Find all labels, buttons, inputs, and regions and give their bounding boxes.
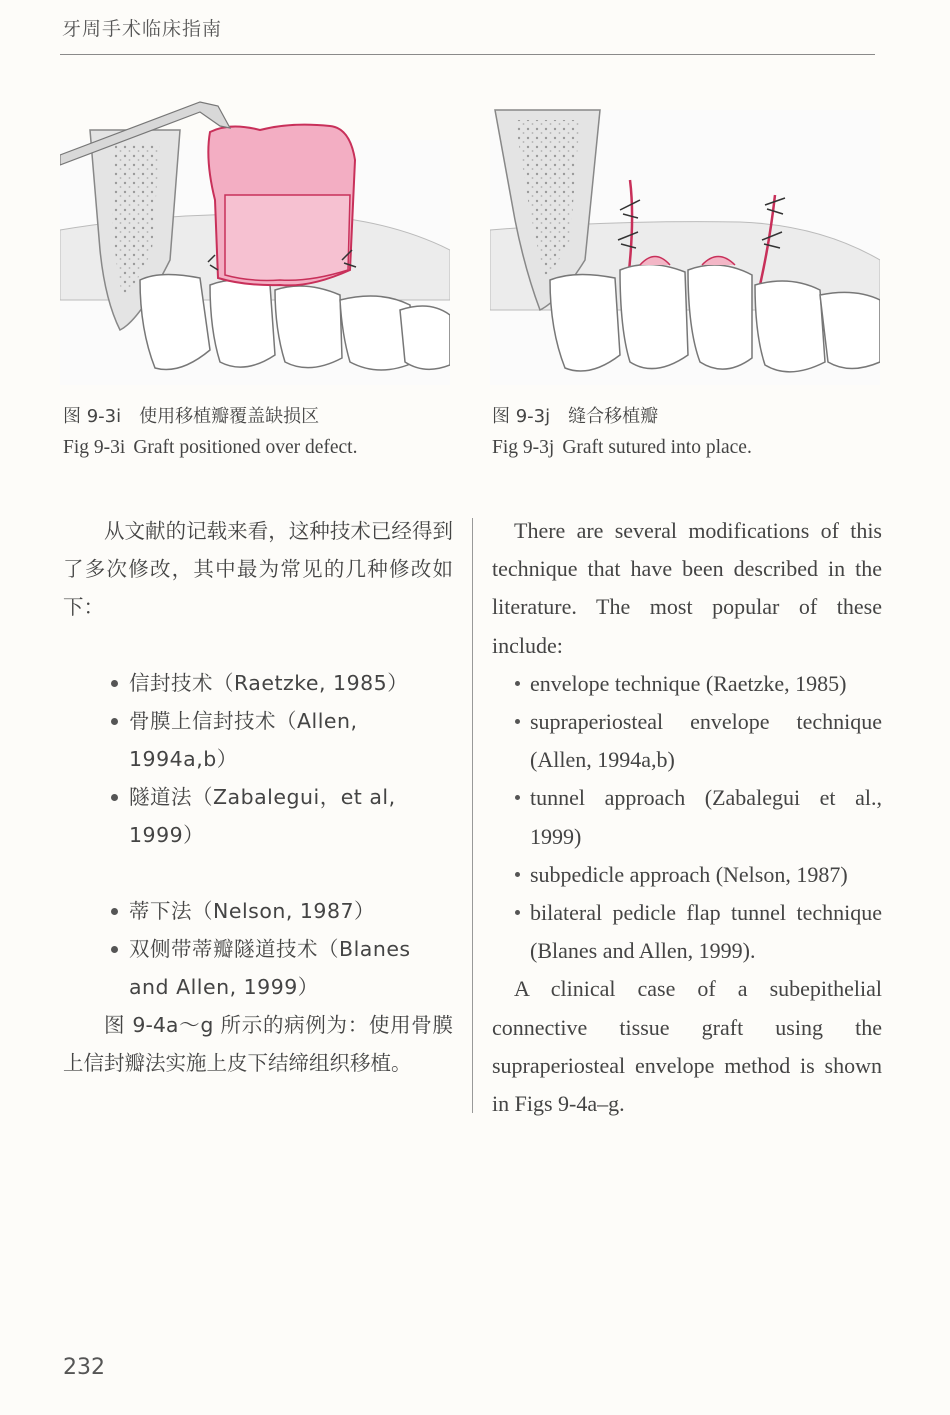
list-item: 蒂下法（Nelson, 1987） <box>111 892 453 930</box>
caption-en-number: Fig 9-3i <box>63 437 126 458</box>
cn-modification-list <box>63 664 453 1006</box>
figure-9-3j <box>490 100 880 385</box>
list-item: 信封技术（Raetzke, 1985） <box>111 664 453 702</box>
caption-cn-text: 缝合移植瓣 <box>568 406 659 427</box>
list-item: 骨膜上信封技术（Allen, 1994a,b） <box>111 702 453 778</box>
chinese-column <box>63 512 453 1082</box>
list-item: 隧道法（Zabalegui，et al, 1999） <box>111 778 453 854</box>
caption-cn <box>63 402 483 428</box>
list-item: bilateral pedicle flap tunnel technique (Blanes and Allen, 1999). <box>512 894 882 970</box>
list-item: subpedicle approach (Nelson, 1987) <box>512 856 882 894</box>
caption-cn-text: 使用移植瓣覆盖缺损区 <box>139 406 320 427</box>
caption-9-3i <box>63 402 483 459</box>
caption-cn-number: 图 9-3j <box>492 406 551 427</box>
en-closing-paragraph: A clinical case of a subepithelial connective tissue graft using the supraperiosteal envelope method is shown in Figs 9-4a–g. <box>492 976 882 1117</box>
list-item: tunnel approach (Zabalegui et al., 1999) <box>512 779 882 855</box>
en-modification-list <box>492 665 882 971</box>
list-item: envelope technique (Raetzke, 1985) <box>512 665 882 703</box>
cn-closing-paragraph: 图 9-4a～g 所示的病例为：使用骨膜上信封瓣法实施上皮下结缔组织移植。 <box>63 1013 453 1075</box>
column-divider <box>472 518 473 1113</box>
caption-cn-number: 图 9-3i <box>63 406 122 427</box>
page-number: 232 <box>63 1355 105 1380</box>
en-intro-paragraph: There are several modifications of this technique that have been described in the literature. The most popular of these include: <box>492 518 882 658</box>
list-item: 双侧带蒂瓣隧道技术（Blanes and Allen, 1999） <box>111 930 453 1006</box>
list-item: supraperiosteal envelope technique (Allen, 1994a,b) <box>512 703 882 779</box>
header-rule <box>60 54 875 55</box>
caption-cn <box>492 402 912 428</box>
caption-en-text: Graft positioned over defect. <box>133 437 358 458</box>
caption-en <box>492 437 912 459</box>
caption-en <box>63 437 483 459</box>
caption-9-3j <box>492 402 912 459</box>
caption-en-number: Fig 9-3j <box>492 437 555 458</box>
cn-intro-paragraph: 从文献的记载来看，这种技术已经得到了多次修改，其中最为常见的几种修改如下： <box>63 519 453 619</box>
figure-9-3i <box>60 100 450 385</box>
caption-en-text: Graft sutured into place. <box>562 437 752 458</box>
running-head: 牙周手术临床指南 <box>62 18 223 40</box>
english-column <box>492 512 882 1123</box>
